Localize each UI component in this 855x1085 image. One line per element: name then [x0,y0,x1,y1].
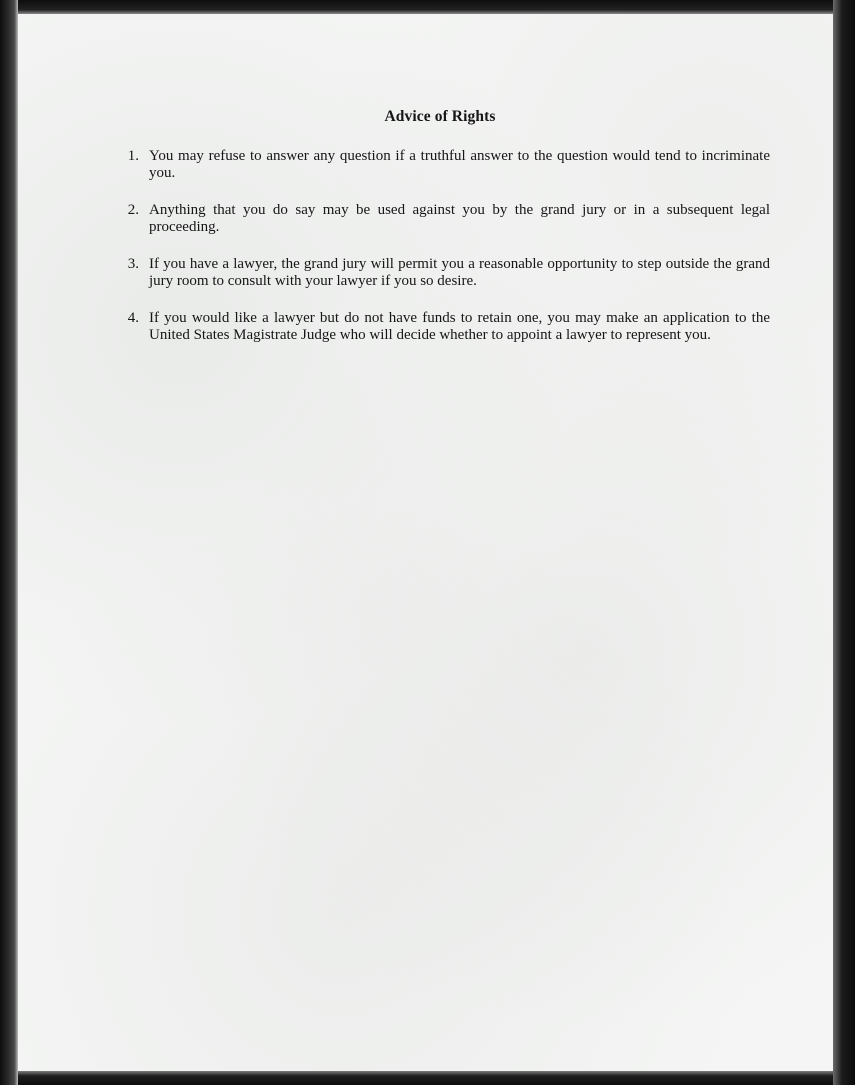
list-item [110,148,770,182]
scan-border-left [0,0,18,1085]
item-number: 4. [127,310,139,326]
list-item [110,202,770,236]
item-number: 1. [127,148,139,164]
item-text: You may refuse to answer any question if a truthful answer to the question would tend to incriminate you. [149,148,770,181]
document-body [110,108,770,364]
rights-list [110,148,770,344]
item-text: Anything that you do say may be used against you by the grand jury or in a subsequent legal proceeding. [149,202,770,235]
scan-border-bottom [0,1071,855,1085]
item-number: 2. [127,202,139,218]
list-item [110,256,770,290]
paper-sheet [14,12,836,1072]
list-item [110,310,770,344]
scan-border-top [0,0,855,14]
document-title: Advice of Rights [384,108,496,125]
item-text: If you have a lawyer, the grand jury will permit you a reasonable opportunity to step outside the grand jury room to consult with your lawyer if you so desire. [149,256,770,289]
scan-border-right [833,0,855,1085]
item-number: 3. [127,256,139,272]
item-text: If you would like a lawyer but do not have funds to retain one, you may make an application to the United States Magistrate Judge who will decide whether to appoint a lawyer to represent you. [149,310,770,343]
